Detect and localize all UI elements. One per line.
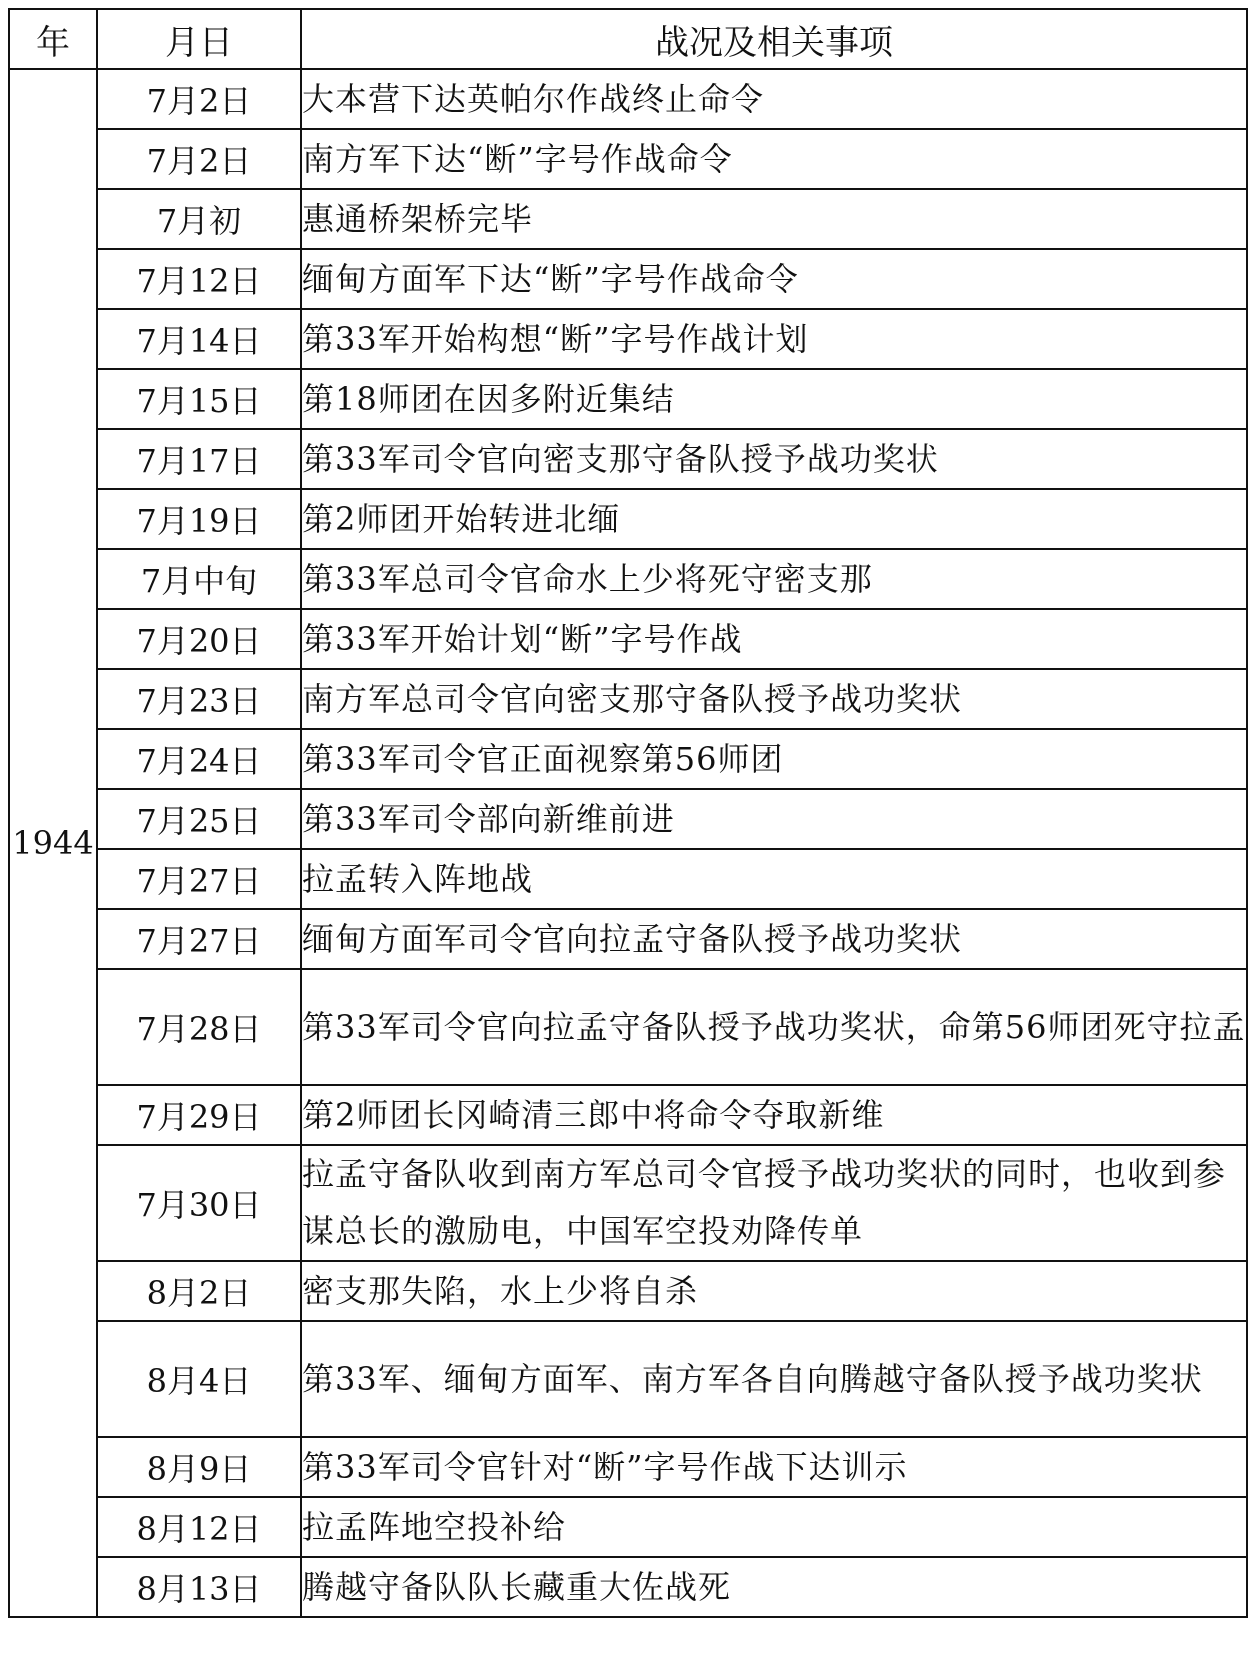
date-cell: 7月28日: [97, 969, 301, 1085]
event-cell: 拉孟守备队收到南方军总司令官授予战功奖状的同时，也收到参谋总长的激励电，中国军空投劝降传单: [301, 1145, 1247, 1261]
table-row: [9, 69, 1247, 129]
date-cell: 8月12日: [97, 1497, 301, 1557]
event-cell: 第33军司令官向拉孟守备队授予战功奖状，命第56师团死守拉孟: [301, 969, 1247, 1085]
chronology-table: [8, 8, 1248, 1618]
date-cell: 7月19日: [97, 489, 301, 549]
header-event: 战况及相关事项: [301, 9, 1247, 69]
event-cell: 第33军司令官针对“断”字号作战下达训示: [301, 1437, 1247, 1497]
table-row: [9, 909, 1247, 969]
date-cell: 8月4日: [97, 1321, 301, 1437]
date-cell: 7月17日: [97, 429, 301, 489]
table-row: [9, 189, 1247, 249]
table-row: [9, 669, 1247, 729]
table-row: [9, 1437, 1247, 1497]
date-cell: 7月27日: [97, 849, 301, 909]
date-cell: 7月2日: [97, 129, 301, 189]
event-cell: 密支那失陷，水上少将自杀: [301, 1261, 1247, 1321]
event-cell: 缅甸方面军下达“断”字号作战命令: [301, 249, 1247, 309]
date-cell: 7月14日: [97, 309, 301, 369]
header-row: [9, 9, 1247, 69]
event-cell: 南方军总司令官向密支那守备队授予战功奖状: [301, 669, 1247, 729]
date-cell: 8月2日: [97, 1261, 301, 1321]
event-cell: 第18师团在因多附近集结: [301, 369, 1247, 429]
table-row: [9, 969, 1247, 1085]
table-row: [9, 489, 1247, 549]
event-cell: 拉孟转入阵地战: [301, 849, 1247, 909]
date-cell: 8月9日: [97, 1437, 301, 1497]
date-cell: 7月25日: [97, 789, 301, 849]
event-cell: 缅甸方面军司令官向拉孟守备队授予战功奖状: [301, 909, 1247, 969]
date-cell: 7月2日: [97, 69, 301, 129]
date-cell: 7月27日: [97, 909, 301, 969]
table-row: [9, 249, 1247, 309]
table-row: [9, 1261, 1247, 1321]
date-cell: 7月初: [97, 189, 301, 249]
table-row: [9, 849, 1247, 909]
event-cell: 第33军司令官正面视察第56师团: [301, 729, 1247, 789]
event-cell: 大本营下达英帕尔作战终止命令: [301, 69, 1247, 129]
date-cell: 7月29日: [97, 1085, 301, 1145]
event-cell: 第33军开始构想“断”字号作战计划: [301, 309, 1247, 369]
date-cell: 7月24日: [97, 729, 301, 789]
table-row: [9, 729, 1247, 789]
table-row: [9, 1321, 1247, 1437]
table-row: [9, 1557, 1247, 1617]
table-row: [9, 609, 1247, 669]
date-cell: 7月中旬: [97, 549, 301, 609]
table-row: [9, 429, 1247, 489]
event-cell: 腾越守备队队长藏重大佐战死: [301, 1557, 1247, 1617]
date-cell: 7月30日: [97, 1145, 301, 1261]
date-cell: 7月12日: [97, 249, 301, 309]
event-cell: 第2师团长冈崎清三郎中将命令夺取新维: [301, 1085, 1247, 1145]
date-cell: 7月20日: [97, 609, 301, 669]
header-year: 年: [9, 9, 97, 69]
event-cell: 拉孟阵地空投补给: [301, 1497, 1247, 1557]
table-row: [9, 1085, 1247, 1145]
event-cell: 第33军、缅甸方面军、南方军各自向腾越守备队授予战功奖状: [301, 1321, 1247, 1437]
event-cell: 第33军司令部向新维前进: [301, 789, 1247, 849]
event-cell: 惠通桥架桥完毕: [301, 189, 1247, 249]
event-cell: 第33军开始计划“断”字号作战: [301, 609, 1247, 669]
year-cell: 1944: [9, 69, 97, 1617]
event-cell: 第33军总司令官命水上少将死守密支那: [301, 549, 1247, 609]
table-row: [9, 549, 1247, 609]
table-row: [9, 309, 1247, 369]
date-cell: 7月15日: [97, 369, 301, 429]
event-cell: 第33军司令官向密支那守备队授予战功奖状: [301, 429, 1247, 489]
date-cell: 7月23日: [97, 669, 301, 729]
table-row: [9, 369, 1247, 429]
table-row: [9, 1497, 1247, 1557]
header-date: 月日: [97, 9, 301, 69]
event-cell: 南方军下达“断”字号作战命令: [301, 129, 1247, 189]
table-row: [9, 1145, 1247, 1261]
table-row: [9, 789, 1247, 849]
table-row: [9, 129, 1247, 189]
event-cell: 第2师团开始转进北缅: [301, 489, 1247, 549]
date-cell: 8月13日: [97, 1557, 301, 1617]
